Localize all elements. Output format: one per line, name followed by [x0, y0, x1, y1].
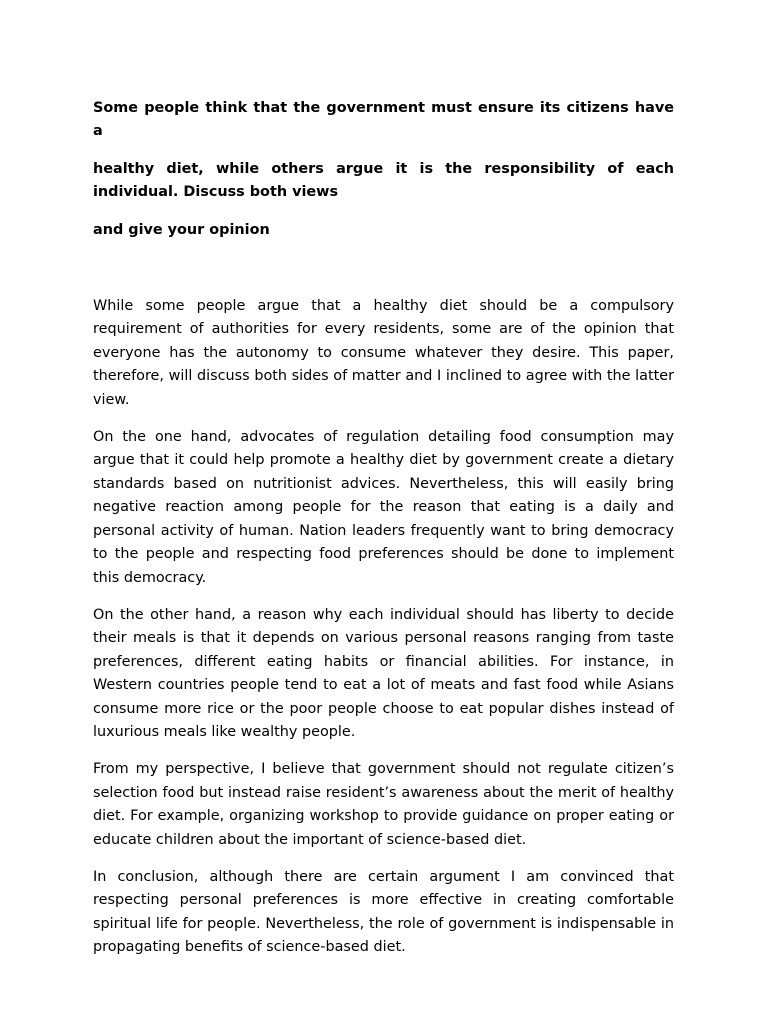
essay-prompt: [93, 97, 674, 242]
introduction-paragraph: While some people argue that a healthy diet should be a compulsory requirement of authorities for every residents, some are of the opinion that everyone has the autonomy to consume whatever they desire. This paper, therefore, will discuss both sides of matter and I inclined to agree with the latter view.: [93, 298, 674, 408]
opinion-paragraph: From my perspective, I believe that government should not regulate citizen’s selection food but instead raise resident’s awareness about the merit of healthy diet. For example, organizing workshop to provide guidance on proper eating or educate children about the important of science-based diet.: [93, 761, 674, 848]
prompt-line-1: Some people think that the government must ensure its citizens have a: [93, 100, 674, 140]
essay-page: [93, 97, 674, 974]
essay-body: [93, 295, 674, 960]
body-paragraph-2: On the other hand, a reason why each individual should has liberty to decide their meals is that it depends on various personal reasons ranging from taste preferences, different eating habits or financial abilities. For instance, in Western countries people tend to eat a lot of meats and fast food while Asians consume more rice or the poor people choose to eat popular dishes instead of luxurious meals like wealthy people.: [93, 606, 674, 740]
prompt-line-3: and give your opinion: [93, 221, 270, 238]
conclusion-paragraph: In conclusion, although there are certain argument I am convinced that respecting personal preferences is more effective in creating comfortable spiritual life for people. Nevertheless, the role of government is indispensable in propagating benefits of science-based diet.: [93, 868, 674, 956]
prompt-line-2: healthy diet, while others argue it is the responsibility of each individual. Discuss both views: [93, 160, 674, 201]
body-paragraph-1: On the one hand, advocates of regulation detailing food consumption may argue that it could help promote a healthy diet by government create a dietary standards based on nutritionist advices. Nevertheless, this will easily bring negative reaction among people for the reason that eating is a daily and personal activity of human. Nation leaders frequently want to bring democracy to the people and respecting food preferences should be done to implement this democracy.: [93, 429, 674, 586]
